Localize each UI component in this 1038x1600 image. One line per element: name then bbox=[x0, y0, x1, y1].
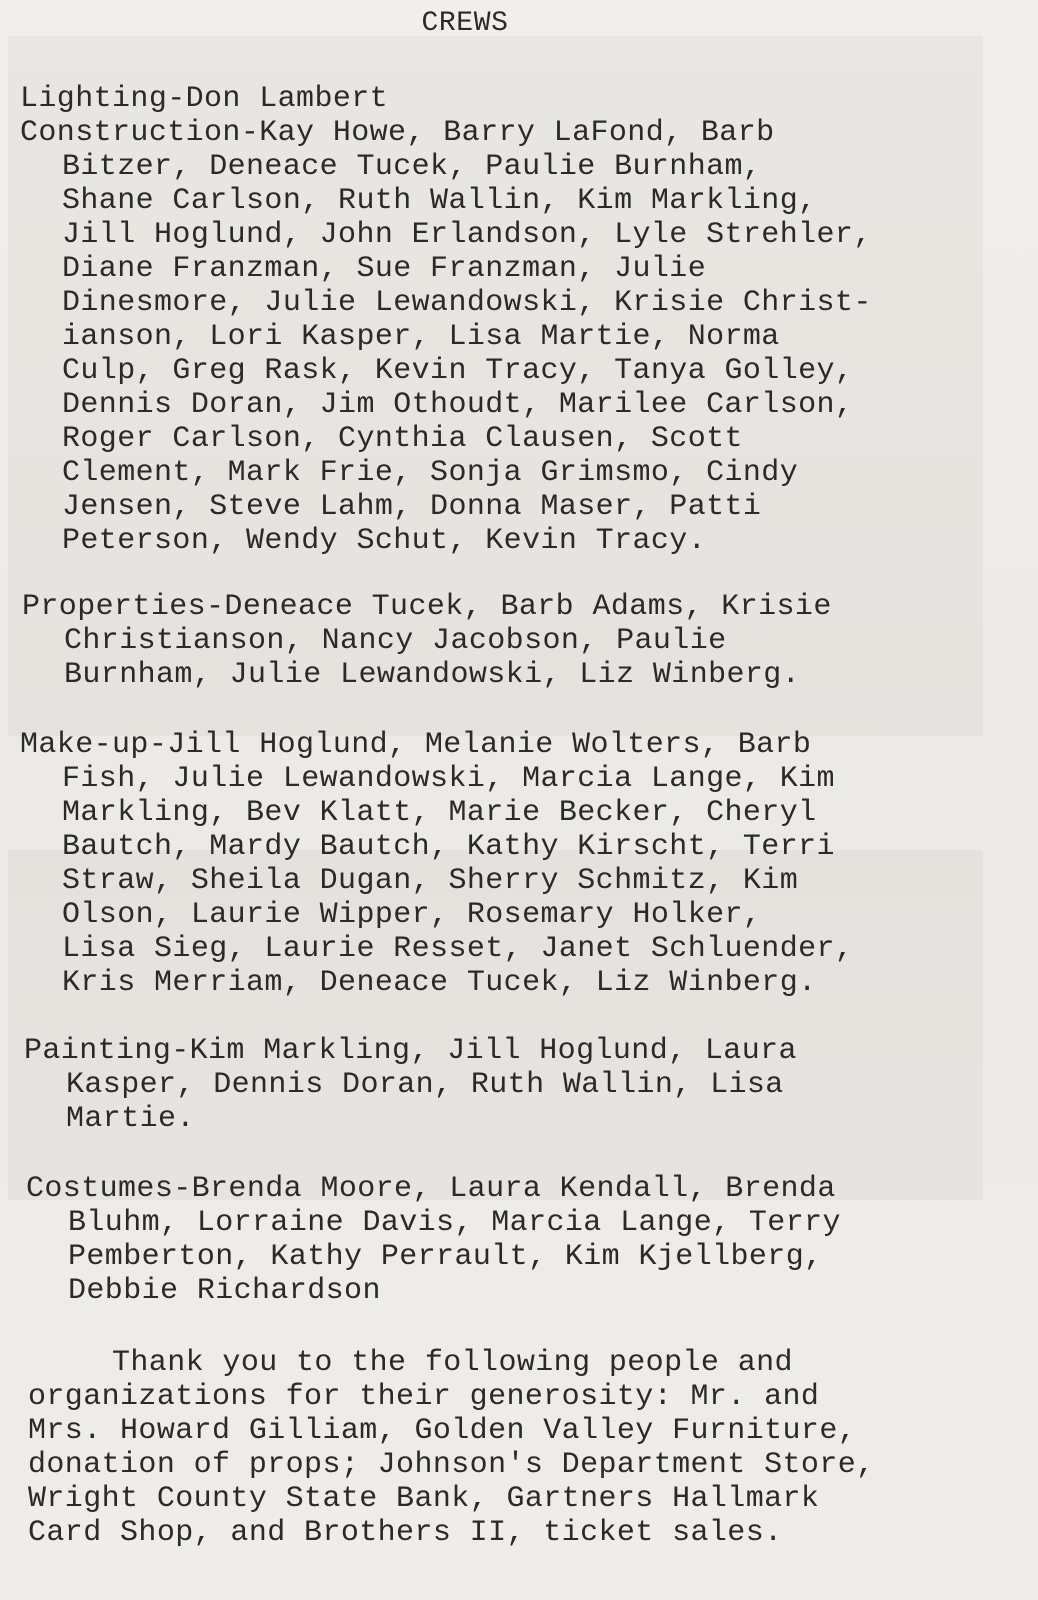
crew-line: Burnham, Julie Lewandowski, Liz Winberg. bbox=[64, 658, 801, 692]
crew-line: Markling, Bev Klatt, Marie Becker, Cheryl bbox=[62, 796, 817, 830]
thanks-line: organizations for their generosity: Mr. and bbox=[28, 1380, 820, 1414]
crew-line: Culp, Greg Rask, Kevin Tracy, Tanya Golley, bbox=[62, 354, 854, 388]
crew-makeup bbox=[20, 728, 1010, 1000]
crew-line: Jensen, Steve Lahm, Donna Maser, Patti bbox=[62, 490, 762, 524]
crew-line: Clement, Mark Frie, Sonja Grimsmo, Cindy bbox=[62, 456, 799, 490]
crew-costumes bbox=[26, 1172, 1016, 1308]
thanks-line: donation of props; Johnson's Department Store, bbox=[28, 1448, 875, 1482]
crew-line: Shane Carlson, Ruth Wallin, Kim Markling, bbox=[62, 184, 817, 218]
crew-line: Kris Merriam, Deneace Tucek, Liz Winberg. bbox=[62, 966, 817, 1000]
page-title: CREWS bbox=[421, 8, 509, 39]
crew-construction bbox=[20, 116, 1010, 558]
acknowledgements-paragraph bbox=[28, 1346, 1018, 1550]
crew-line: Dinesmore, Julie Lewandowski, Krisie Christ- bbox=[62, 286, 872, 320]
crew-line: Bitzer, Deneace Tucek, Paulie Burnham, bbox=[62, 150, 762, 184]
crew-line: Painting-Kim Markling, Jill Hoglund, Laura bbox=[24, 1034, 797, 1068]
crew-line: Bautch, Mardy Bautch, Kathy Kirscht, Terri bbox=[62, 830, 835, 864]
crew-painting bbox=[24, 1034, 1014, 1136]
crew-line: Properties-Deneace Tucek, Barb Adams, Krisie bbox=[22, 590, 832, 624]
crew-line: Costumes-Brenda Moore, Laura Kendall, Brenda bbox=[26, 1172, 836, 1206]
crew-line: Bluhm, Lorraine Davis, Marcia Lange, Terry bbox=[68, 1206, 841, 1240]
crew-line: Olson, Laurie Wipper, Rosemary Holker, bbox=[62, 898, 762, 932]
crew-line: Lisa Sieg, Laurie Resset, Janet Schluender, bbox=[62, 932, 854, 966]
thanks-line: Thank you to the following people and bbox=[112, 1346, 793, 1380]
crew-line: Straw, Sheila Dugan, Sherry Schmitz, Kim bbox=[62, 864, 799, 898]
crew-line: Martie. bbox=[66, 1102, 195, 1136]
crew-line: Pemberton, Kathy Perrault, Kim Kjellberg, bbox=[68, 1240, 823, 1274]
crew-line: Fish, Julie Lewandowski, Marcia Lange, Kim bbox=[62, 762, 835, 796]
crew-lighting bbox=[20, 82, 1010, 116]
crew-line: Lighting-Don Lambert bbox=[20, 82, 389, 116]
crew-line: Peterson, Wendy Schut, Kevin Tracy. bbox=[62, 524, 707, 558]
crew-line: ianson, Lori Kasper, Lisa Martie, Norma bbox=[62, 320, 780, 354]
crew-line: Dennis Doran, Jim Othoudt, Marilee Carlson, bbox=[62, 388, 854, 422]
crew-line: Diane Franzman, Sue Franzman, Julie bbox=[62, 252, 707, 286]
crew-line: Christianson, Nancy Jacobson, Paulie bbox=[64, 624, 727, 658]
crew-line: Debbie Richardson bbox=[68, 1274, 381, 1308]
crew-line: Make-up-Jill Hoglund, Melanie Wolters, Barb bbox=[20, 728, 812, 762]
thanks-line: Card Shop, and Brothers II, ticket sales. bbox=[28, 1516, 783, 1550]
thanks-line: Wright County State Bank, Gartners Hallmark bbox=[28, 1482, 820, 1516]
crew-line: Kasper, Dennis Doran, Ruth Wallin, Lisa bbox=[66, 1068, 784, 1102]
crew-line: Roger Carlson, Cynthia Clausen, Scott bbox=[62, 422, 743, 456]
crew-properties bbox=[22, 590, 1012, 692]
thanks-line: Mrs. Howard Gilliam, Golden Valley Furniture, bbox=[28, 1414, 857, 1448]
crew-line: Jill Hoglund, John Erlandson, Lyle Strehler, bbox=[62, 218, 872, 252]
crew-line: Construction-Kay Howe, Barry LaFond, Barb bbox=[20, 116, 775, 150]
